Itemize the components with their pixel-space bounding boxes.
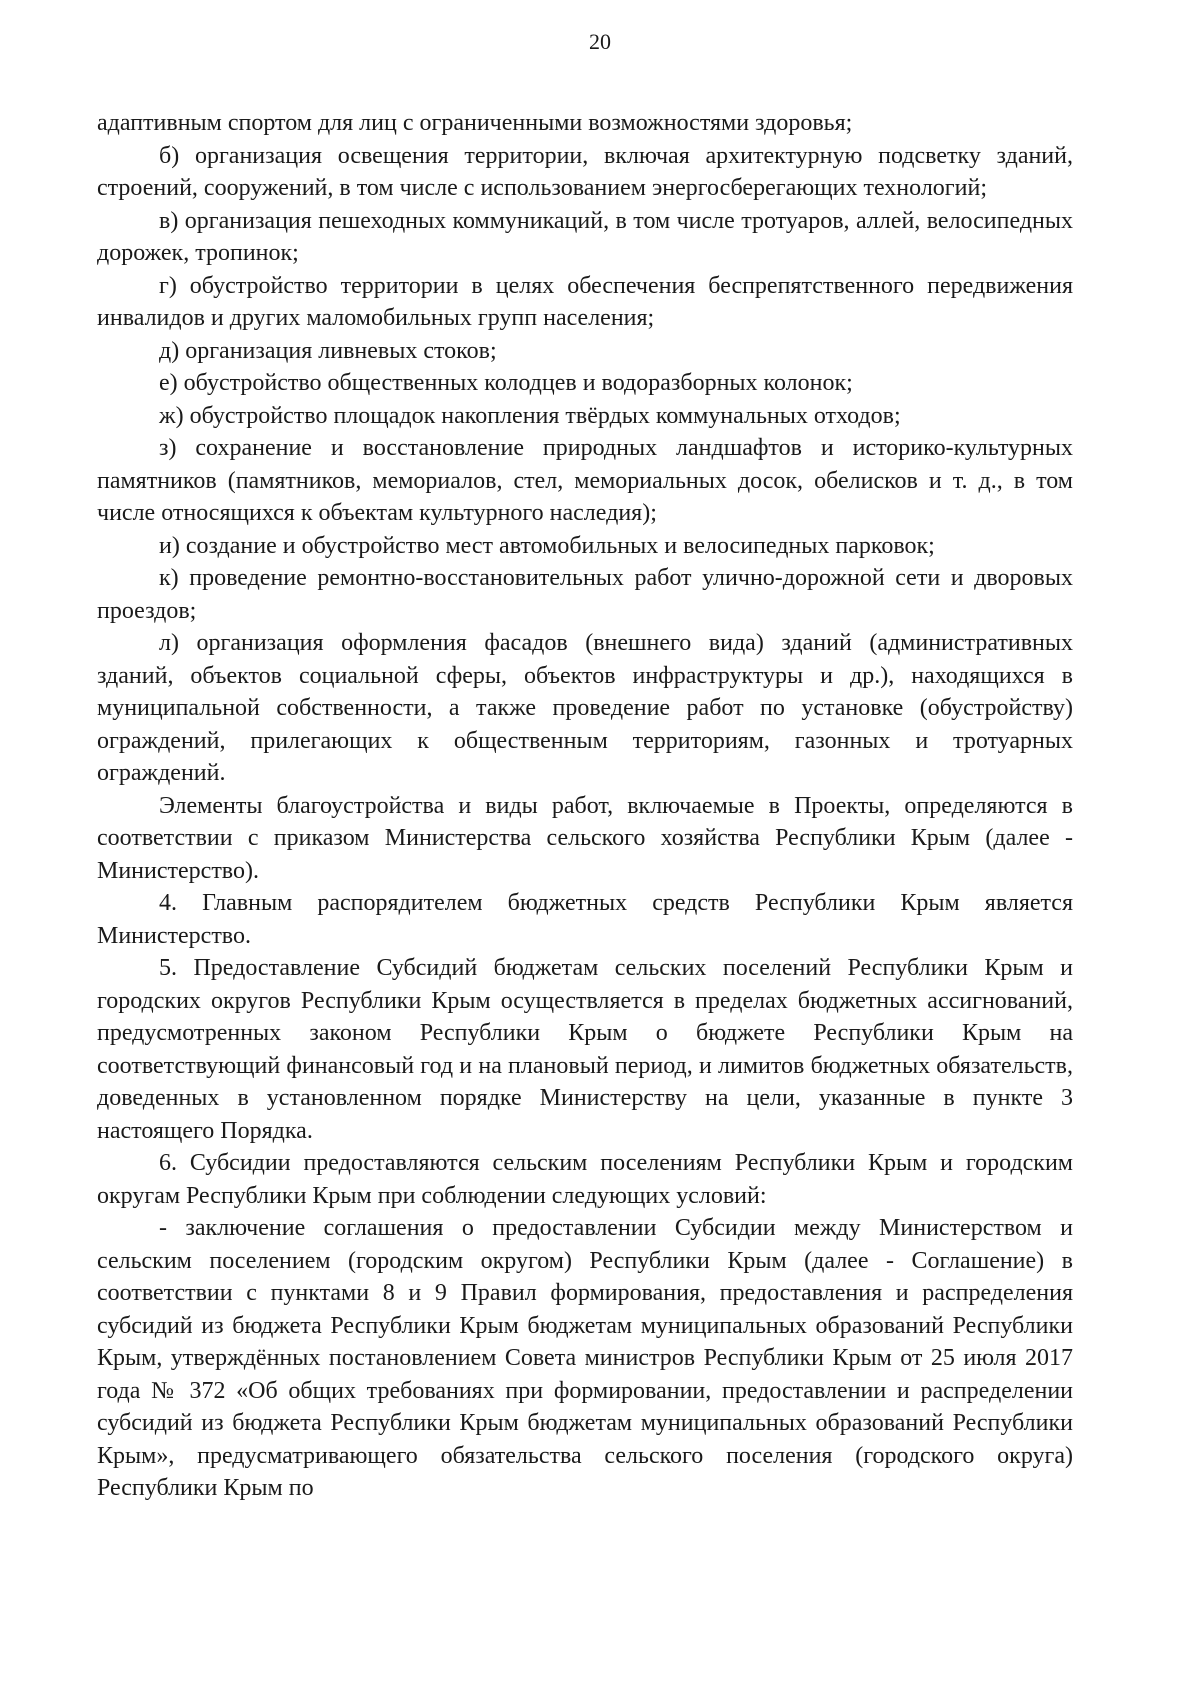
paragraph-clause-6: 6. Субсидии предоставляются сельским поселениям Республики Крым и городским округам Республики Крым при соблюдении следующих условий: bbox=[97, 1150, 1073, 1209]
page-number: 20 bbox=[589, 29, 611, 54]
paragraph-elements: Элементы благоустройства и виды работ, включаемые в Проекты, определяются в соответствии с приказом Министерства сельского хозяйства Республики Крым (далее - Министерство). bbox=[97, 792, 1073, 884]
paragraph-item-v: в) организация пешеходных коммуникаций, в том числе тротуаров, аллей, велосипедных дорожек, тропинок; bbox=[97, 207, 1073, 266]
paragraph-item-e: е) обустройство общественных колодцев и водоразборных колонок; bbox=[159, 370, 853, 396]
paragraph-item-zh: ж) обустройство площадок накопления твёрдых коммунальных отходов; bbox=[159, 402, 901, 429]
paragraph-item-i: и) создание и обустройство мест автомобильных и велосипедных парковок; bbox=[159, 532, 935, 559]
paragraph-clause-4: 4. Главным распорядителем бюджетных средств Республики Крым является Министерство. bbox=[97, 890, 1073, 949]
document-body bbox=[97, 107, 1073, 1505]
paragraph-item-k: к) проведение ремонтно-восстановительных работ улично-дорожной сети и дворовых проездов; bbox=[97, 565, 1073, 624]
paragraph-item-l: л) организация оформления фасадов (внешнего вида) зданий (административных зданий, объектов социальной сферы, объектов инфраструктуры и др.), находящихся в муниципальной собственности, а также проведение работ по установке (обустройству) ограждений, прилегающих к общественным территориям, газонных и тротуарных ограждений. bbox=[97, 630, 1073, 786]
paragraph-continuation: адаптивным спортом для лиц с ограниченными возможностями здоровья; bbox=[97, 110, 853, 136]
paragraph-item-z: з) сохранение и восстановление природных ландшафтов и историко-культурных памятников (памятников, мемориалов, стел, мемориальных досок, обелисков и т. д., в том числе относящихся к объектам культурного наследия); bbox=[97, 435, 1073, 526]
paragraph-item-b: б) организация освещения территории, включая архитектурную подсветку зданий, строений, сооружений, в том числе с использованием энергосберегающих технологий; bbox=[97, 142, 1073, 201]
paragraph-item-d: д) организация ливневых стоков; bbox=[159, 337, 497, 364]
paragraph-condition-agreement: - заключение соглашения о предоставлении Субсидии между Министерством и сельским поселением (городским округом) Республики Крым (далее - Соглашение) в соответствии с пунктами 8 и 9 Правил формирования, предоставления и распределения субсидий из бюджета Республики Крым бюджетам муниципальных образований Республики Крым, утверждённых постановлением Совета министров Республики Крым от 25 июля 2017 года № 372 «Об общих требованиях при формировании, предоставлении и распределении субсидий из бюджета Республики Крым бюджетам муниципальных образований Республики Крым», предусматривающего обязательства сельского поселения (городского округа) Республики Крым по bbox=[97, 1215, 1073, 1501]
paragraph-item-g: г) обустройство территории в целях обеспечения беспрепятственного передвижения инвалидов и других маломобильных групп населения; bbox=[97, 272, 1073, 331]
paragraph-clause-5: 5. Предоставление Субсидий бюджетам сельских поселений Республики Крым и городских округов Республики Крым осуществляется в пределах бюджетных ассигнований, предусмотренных законом Республики Крым о бюджете Республики Крым на соответствующий финансовый год и на плановый период, и лимитов бюджетных обязательств, доведенных в установленном порядке Министерству на цели, указанные в пункте 3 настоящего Порядка. bbox=[97, 955, 1073, 1144]
